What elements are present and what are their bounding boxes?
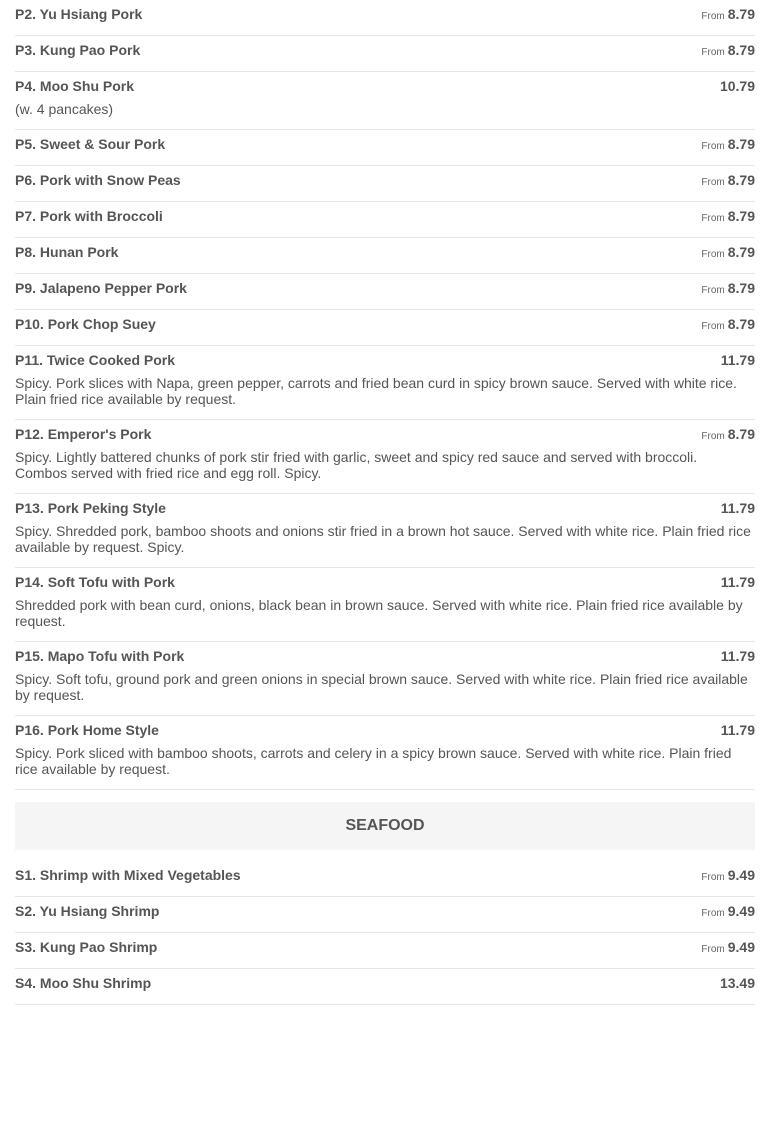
menu-item-description: Shredded pork with bean curd, onions, black bean in brown sauce. Served with white rice. Plain fried rice available by request. [15, 597, 743, 629]
menu-item-price [720, 975, 755, 992]
menu-item-price [721, 500, 755, 517]
menu-item-name: S3. Kung Pao Shrimp [15, 939, 158, 955]
price-from-label: From [701, 141, 725, 152]
price-value: 13.49 [719, 975, 755, 991]
price-value: 8.79 [727, 208, 755, 224]
menu-item[interactable] [15, 0, 755, 36]
price-from-label: From [701, 908, 725, 919]
menu-item-header [15, 316, 755, 333]
menu-item-price [721, 722, 755, 739]
price-value: 9.49 [727, 867, 755, 883]
menu-item-name: P8. Hunan Pork [15, 244, 119, 260]
price-from-label: From [701, 177, 725, 188]
menu-item-name: P6. Pork with Snow Peas [15, 172, 181, 188]
menu-item-header [15, 280, 755, 297]
menu-item[interactable] [15, 130, 755, 166]
menu-item-price [701, 136, 755, 155]
price-value: 8.79 [727, 172, 755, 188]
price-value: 11.79 [720, 722, 755, 738]
menu-item[interactable] [15, 202, 755, 238]
menu-item-price [701, 426, 755, 445]
menu-item-description: Spicy. Shredded pork, bamboo shoots and onions stir fried in a brown hot sauce. Served with white rice. Plain fried rice available by request. Spicy. [15, 523, 751, 555]
price-value: 11.79 [720, 648, 755, 664]
category-header-seafood: SEAFOOD [15, 802, 755, 850]
menu-item[interactable] [15, 72, 755, 130]
menu-list [15, 0, 755, 1005]
menu-item-price [701, 42, 755, 61]
menu-item-header [15, 574, 755, 591]
menu-item-price [701, 244, 755, 263]
menu-item-name: P15. Mapo Tofu with Pork [15, 648, 185, 664]
menu-item[interactable] [15, 346, 755, 420]
menu-item-header [15, 244, 755, 261]
menu-item-header [15, 648, 755, 665]
price-value: 9.49 [727, 903, 755, 919]
menu-item-price [701, 903, 755, 922]
price-from-label: From [701, 47, 725, 58]
menu-item-name: P5. Sweet & Sour Pork [15, 136, 166, 152]
price-value: 11.79 [720, 352, 755, 368]
menu-item-description: (w. 4 pancakes) [15, 101, 114, 117]
menu-item[interactable] [15, 166, 755, 202]
menu-item-header [15, 42, 755, 59]
price-from-label: From [701, 11, 725, 22]
menu-item[interactable] [15, 238, 755, 274]
menu-item-name: P13. Pork Peking Style [15, 500, 166, 516]
menu-item-name: P4. Moo Shu Pork [15, 78, 135, 94]
menu-item[interactable] [15, 969, 755, 1005]
menu-item-price [701, 208, 755, 227]
menu-item-price [721, 574, 755, 591]
menu-item-header [15, 78, 755, 95]
menu-item-name: P2. Yu Hsiang Pork [15, 6, 143, 22]
menu-item-header [15, 136, 755, 153]
menu-item-header [15, 867, 755, 884]
menu-item-price [721, 648, 755, 665]
price-value: 11.79 [720, 574, 755, 590]
price-from-label: From [701, 285, 725, 296]
price-value: 8.79 [727, 280, 755, 296]
menu-item[interactable] [15, 36, 755, 72]
menu-item-header [15, 722, 755, 739]
menu-item-header [15, 903, 755, 920]
menu-item-description: Spicy. Pork slices with Napa, green pepper, carrots and fried bean curd in spicy brown sauce. Served with white rice. Plain fried rice available by request. [15, 375, 737, 407]
price-from-label: From [701, 872, 725, 883]
price-value: 10.79 [719, 78, 755, 94]
menu-item-price [701, 280, 755, 299]
price-from-label: From [701, 944, 725, 955]
menu-item-name: P14. Soft Tofu with Pork [15, 574, 175, 590]
price-value: 8.79 [727, 316, 755, 332]
menu-item-header [15, 172, 755, 189]
menu-item-price [701, 316, 755, 335]
menu-item-name: P3. Kung Pao Pork [15, 42, 141, 58]
menu-item-name: P10. Pork Chop Suey [15, 316, 156, 332]
price-from-label: From [701, 249, 725, 260]
price-value: 11.79 [720, 500, 755, 516]
menu-item[interactable] [15, 420, 755, 494]
price-value: 8.79 [727, 244, 755, 260]
menu-item-header [15, 352, 755, 369]
menu-item[interactable] [15, 850, 755, 897]
menu-item-name: P16. Pork Home Style [15, 722, 159, 738]
menu-item-name: P12. Emperor's Pork [15, 426, 152, 442]
menu-item-header [15, 975, 755, 992]
menu-item-price [701, 6, 755, 25]
menu-item-description: Spicy. Pork sliced with bamboo shoots, carrots and celery in a spicy brown sauce. Served with white rice. Plain fried rice available by request. [15, 745, 732, 777]
menu-item-name: S4. Moo Shu Shrimp [15, 975, 152, 991]
price-value: 9.49 [727, 939, 755, 955]
menu-item-description: Spicy. Soft tofu, ground pork and green onions in special brown sauce. Served with white rice. Plain fried rice available by request. [15, 671, 748, 703]
menu-item-price [701, 939, 755, 958]
price-value: 8.79 [727, 136, 755, 152]
menu-item-price [720, 78, 755, 95]
menu-item-header [15, 500, 755, 517]
menu-item-name: S2. Yu Hsiang Shrimp [15, 903, 160, 919]
price-from-label: From [701, 321, 725, 332]
menu-item-name: P7. Pork with Broccoli [15, 208, 163, 224]
menu-item[interactable] [15, 642, 755, 716]
menu-item-header [15, 6, 755, 23]
menu-item[interactable] [15, 310, 755, 346]
menu-item[interactable] [15, 933, 755, 969]
menu-item-name: S1. Shrimp with Mixed Vegetables [15, 867, 241, 883]
menu-item-price [701, 172, 755, 191]
menu-item[interactable] [15, 274, 755, 310]
menu-item-name: P11. Twice Cooked Pork [15, 352, 176, 368]
menu-item-header [15, 939, 755, 956]
price-value: 8.79 [727, 6, 755, 22]
price-from-label: From [701, 213, 725, 224]
menu-item-name: P9. Jalapeno Pepper Pork [15, 280, 187, 296]
menu-item[interactable] [15, 897, 755, 933]
menu-item[interactable] [15, 716, 755, 790]
price-value: 8.79 [727, 42, 755, 58]
menu-item-price [701, 867, 755, 886]
price-value: 8.79 [727, 426, 755, 442]
menu-item-header [15, 426, 755, 443]
menu-item-price [721, 352, 755, 369]
price-from-label: From [701, 431, 725, 442]
menu-item[interactable] [15, 494, 755, 568]
menu-item-description: Spicy. Lightly battered chunks of pork stir fried with garlic, sweet and spicy red sauce and served with broccoli. Combos served with fried rice and egg roll. Spicy. [15, 449, 698, 481]
menu-item[interactable] [15, 568, 755, 642]
menu-item-header [15, 208, 755, 225]
